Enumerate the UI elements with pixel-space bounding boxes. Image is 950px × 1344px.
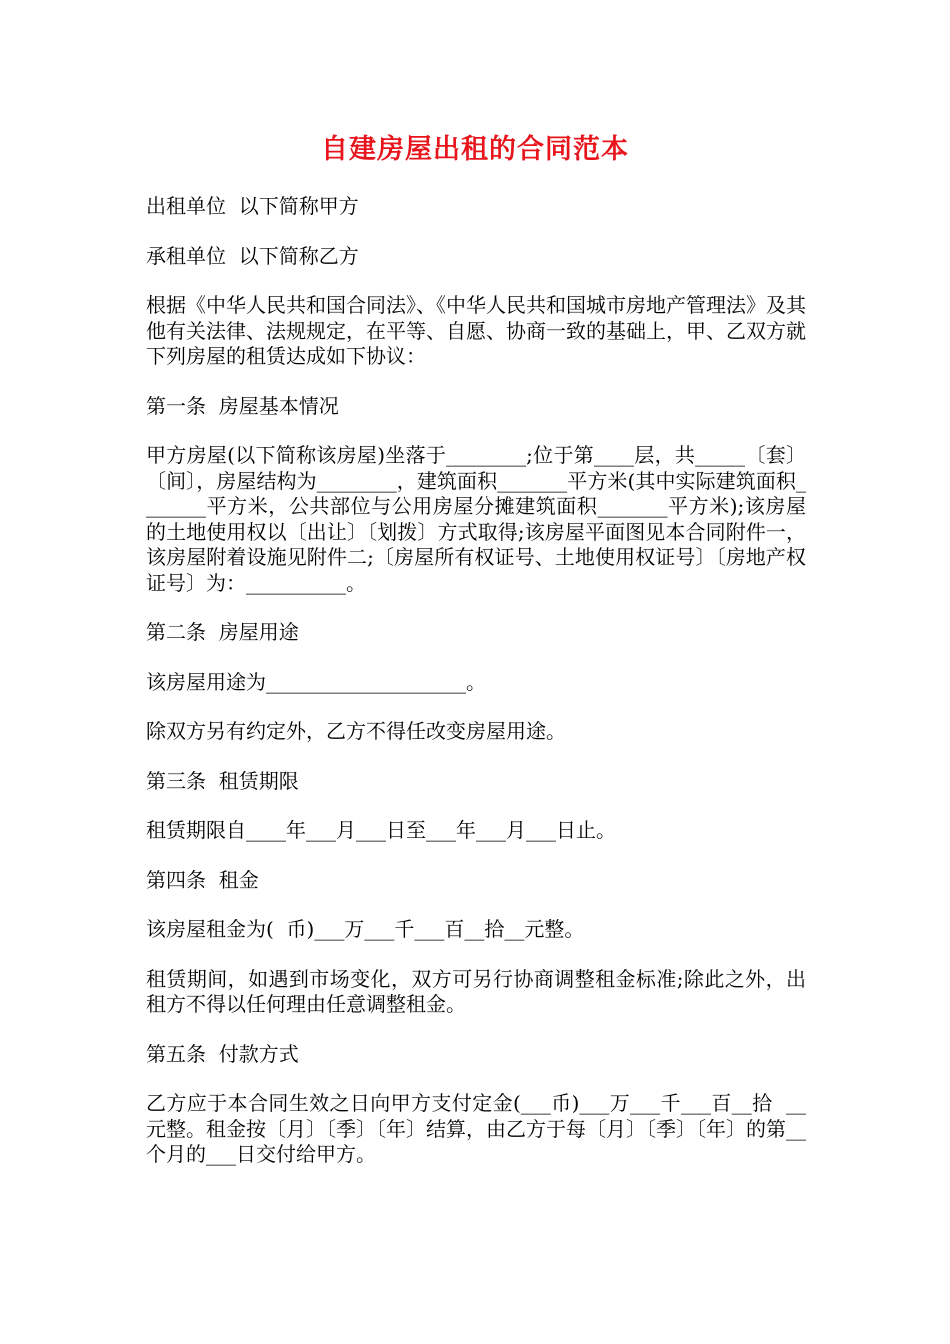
article-2-heading: 第二条 房屋用途: [146, 620, 299, 644]
party-a-line: 出租单位 以下简称甲方: [146, 194, 359, 218]
article-2-body-restriction: 除双方另有约定外，乙方不得任改变房屋用途。: [146, 719, 566, 743]
article-1-heading: 第一条 房屋基本情况: [146, 393, 339, 418]
preamble-paragraph: 根据《中华人民共和国合同法》、《中华人民共和国城市房地产管理法》及其他有关法律、法规规定，在平等、自愿、协商一致的基础上，甲、乙双方就下列房屋的租赁达成如下协议：: [146, 293, 806, 368]
article-5-body: 乙方应于本合同生效之日向甲方支付定金(___币)___万___千___百__拾 __元整。租金按〔月〕〔季〕〔年〕结算，由乙方于每〔月〕〔季〕〔年〕的第__个月的___日交付给甲方。: [146, 1091, 806, 1166]
article-4-heading: 第四条 租金: [146, 867, 259, 892]
article-3-heading: 第三条 租赁期限: [146, 768, 299, 793]
article-4-body-adjustment: 租赁期间，如遇到市场变化，双方可另行协商调整租金标准;除此之外，出租方不得以任何理由任意调整租金。: [146, 966, 806, 1016]
document-title: 自建房屋出租的合同范本: [321, 134, 629, 165]
party-b-line: 承租单位 以下简称乙方: [146, 243, 359, 268]
article-1-body: 甲方房屋(以下简称该房屋)坐落于________;位于第____层，共_____〔套〕〔间〕，房屋结构为________，建筑面积_______平方米(其中实际建筑面积_______平方米，公共部位与公用房屋分摊建筑面积_______平方米);该房屋的土地使用权以〔出让〕〔划拨〕方式取得;该房屋平面图见本合同附件一，该房屋附着设施见附件二;〔房屋所有权证号、土地使用权证号〕〔房地产权证号〕为：__________。: [146, 443, 806, 595]
article-4-body-rent: 该房屋租金为( 币)___万___千___百__拾__元整。: [146, 917, 585, 941]
article-5-heading: 第五条 付款方式: [146, 1041, 299, 1066]
article-2-body-usage: 该房屋用途为____________________。: [146, 669, 486, 694]
document-body: [146, 194, 806, 1192]
article-3-body: 租赁期限自____年___月___日至___年___月___日止。: [146, 818, 616, 842]
